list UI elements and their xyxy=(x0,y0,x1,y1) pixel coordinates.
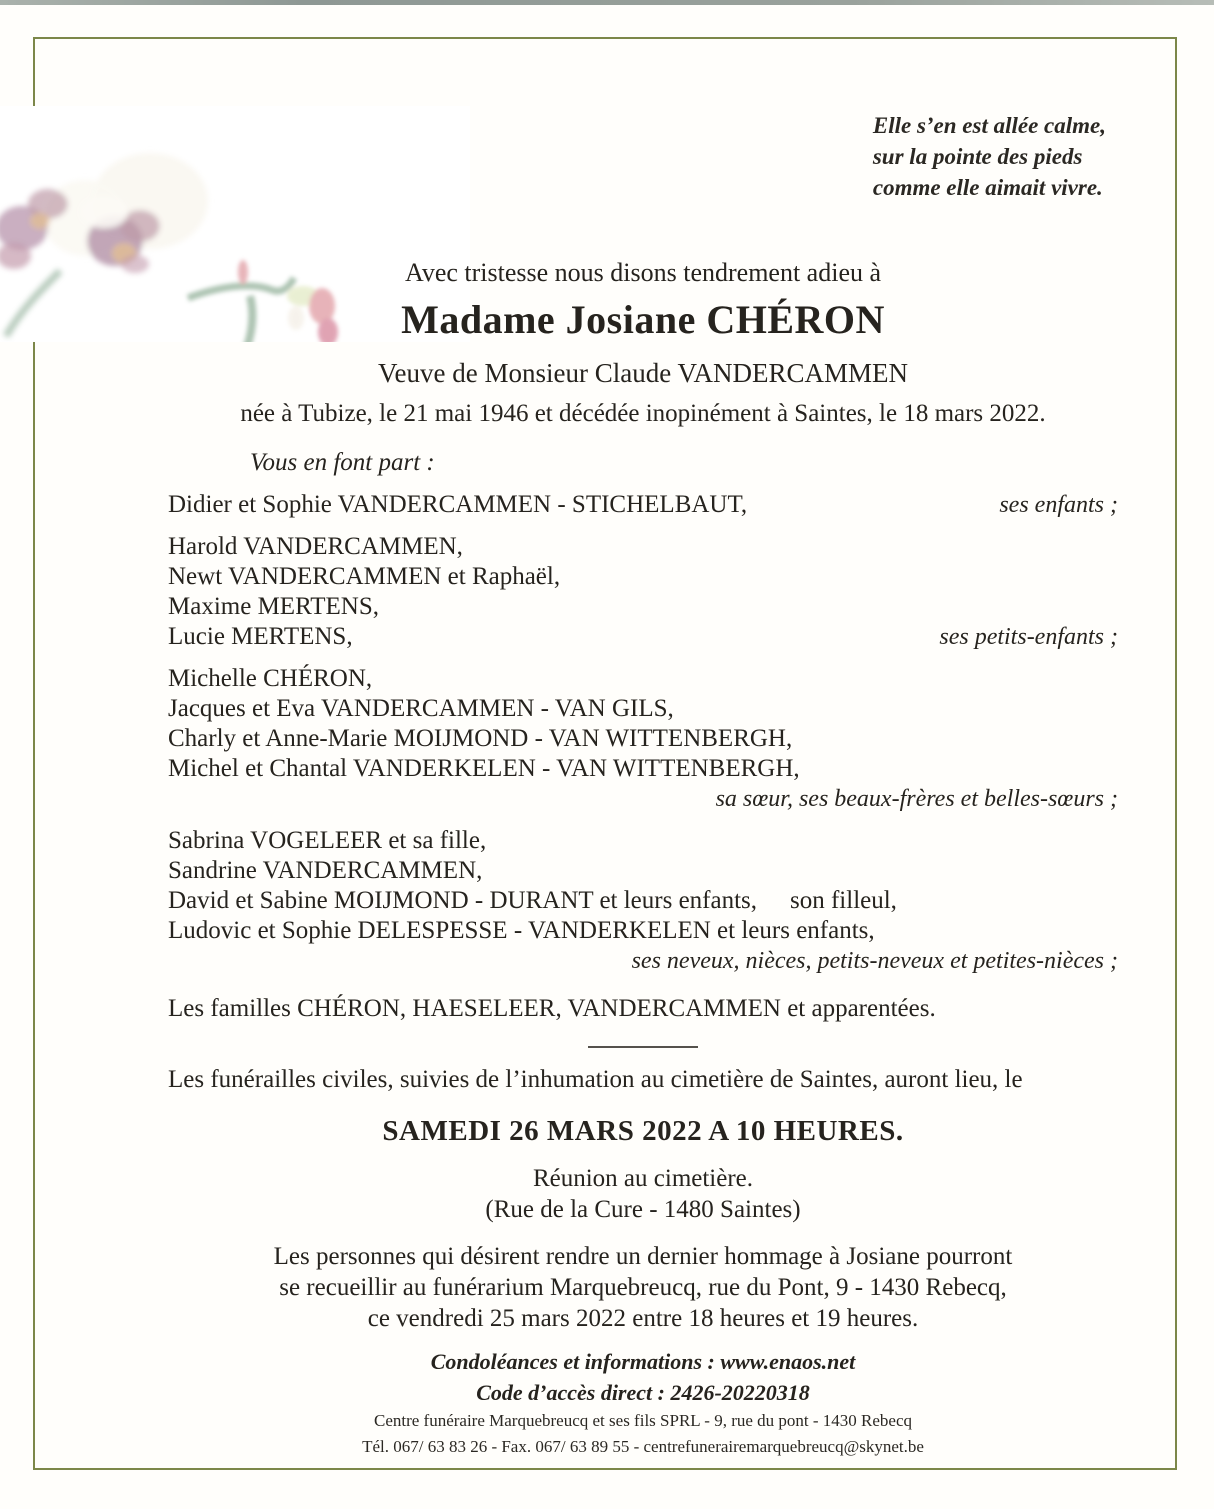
homage-block xyxy=(168,1241,1118,1334)
announced-by-label: Vous en font part : xyxy=(250,449,435,476)
family-name: Lucie MERTENS, xyxy=(168,623,353,650)
homage-line: Les personnes qui désirent rendre un dernier hommage à Josiane pourront xyxy=(273,1243,1013,1270)
family-name: Harold VANDERCAMMEN, xyxy=(168,533,463,560)
family-row xyxy=(168,490,1118,520)
funeral-date-line: SAMEDI 26 MARS 2022 A 10 HEURES. xyxy=(382,1115,904,1147)
family-name: Maxime MERTENS, xyxy=(168,593,379,620)
family-group-siblings xyxy=(168,664,1118,814)
life-dates-line: née à Tubize, le 21 mai 1946 et décédée inopinément à Saintes, le 18 mars 2022. xyxy=(240,400,1046,427)
meeting-address: (Rue de la Cure - 1480 Saintes) xyxy=(485,1196,801,1223)
family-row xyxy=(168,826,1118,856)
family-group-nieces-nephews xyxy=(168,826,1118,976)
footer-address-line: Centre funéraire Marquebreucq et ses fils SPRL - 9, rue du pont - 1430 Rebecq xyxy=(373,1411,913,1430)
meeting-block xyxy=(168,1163,1118,1225)
family-name: Sabrina VOGELEER et sa fille, xyxy=(168,827,487,854)
family-name: Ludovic et Sophie DELESPESSE - VANDERKELEN et leurs enfants, xyxy=(168,917,875,944)
farewell-intro: Avec tristesse nous disons tendrement adieu à xyxy=(404,258,882,287)
godson-note: son filleul, xyxy=(790,887,897,914)
family-row xyxy=(168,916,1118,946)
family-row xyxy=(168,622,1118,652)
condolences-block xyxy=(168,1346,1118,1408)
quote-line: comme elle aimait vivre. xyxy=(872,175,1103,200)
family-name: Didier et Sophie VANDERCAMMEN - STICHELBAUT, xyxy=(168,491,748,518)
family-name: Charly et Anne-Marie MOIJMOND - VAN WITTENBERGH, xyxy=(168,725,793,752)
quote-line: Elle s’en est allée calme, xyxy=(872,113,1106,138)
family-row xyxy=(168,856,1118,886)
section-divider xyxy=(588,1046,698,1048)
family-row xyxy=(168,754,1118,784)
scan-top-edge xyxy=(0,0,1214,5)
family-row xyxy=(168,694,1118,724)
family-row xyxy=(168,532,1118,562)
family-row xyxy=(168,592,1118,622)
relation-label: sa sœur, ses beaux-frères et belles-sœurs ; xyxy=(715,786,1118,812)
footer-contact-line: Tél. 067/ 63 83 26 - Fax. 067/ 63 89 55 - centrefunerairemarquebreucq@skynet.be xyxy=(362,1437,924,1456)
homage-line: se recueillir au funérarium Marquebreucq, rue du Pont, 9 - 1430 Rebecq, xyxy=(279,1274,1007,1301)
memorial-quote xyxy=(873,110,1106,203)
family-group-grandchildren xyxy=(168,532,1118,652)
card-content xyxy=(168,100,1118,1408)
family-row xyxy=(168,724,1118,754)
meeting-line: Réunion au cimetière. xyxy=(532,1165,754,1192)
relation-row xyxy=(168,784,1118,814)
family-row xyxy=(168,664,1118,694)
related-families-line: Les familles CHÉRON, HAESELEER, VANDERCAMMEN et apparentées. xyxy=(168,995,936,1022)
family-name: Michel et Chantal VANDERKELEN - VAN WITTENBERGH, xyxy=(168,755,800,782)
widow-of-line: Veuve de Monsieur Claude VANDERCAMMEN xyxy=(378,358,908,388)
family-name: Michelle CHÉRON, xyxy=(168,665,373,692)
quote-line: sur la pointe des pieds xyxy=(872,144,1083,169)
relation-label: ses petits-enfants ; xyxy=(939,624,1118,650)
access-code-line: Code d’accès direct : 2426-20220318 xyxy=(476,1380,810,1405)
family-name: Newt VANDERCAMMEN et Raphaël, xyxy=(168,563,561,590)
family-name: David et Sabine MOIJMOND - DURANT et leurs enfants, xyxy=(168,887,758,914)
homage-line: ce vendredi 25 mars 2022 entre 18 heures et 19 heures. xyxy=(367,1305,919,1332)
family-name: Sandrine VANDERCAMMEN, xyxy=(168,857,483,884)
relation-label: ses enfants ; xyxy=(999,492,1118,518)
family-row xyxy=(168,562,1118,592)
family-list xyxy=(168,490,1118,1024)
funeral-intro-line: Les funérailles civiles, suivies de l’inhumation au cimetière de Saintes, auront lieu, le xyxy=(168,1066,1023,1093)
relation-row xyxy=(168,946,1118,976)
condolences-line: Condoléances et informations : www.enaos.net xyxy=(430,1349,856,1374)
family-group-children xyxy=(168,490,1118,520)
family-row xyxy=(168,886,1118,916)
deceased-name: Madame Josiane CHÉRON xyxy=(401,297,885,342)
funeral-home-footer xyxy=(168,1408,1118,1460)
family-name: Jacques et Eva VANDERCAMMEN - VAN GILS, xyxy=(168,695,674,722)
relation-label: ses neveux, nièces, petits-neveux et petites-nièces ; xyxy=(631,948,1118,974)
